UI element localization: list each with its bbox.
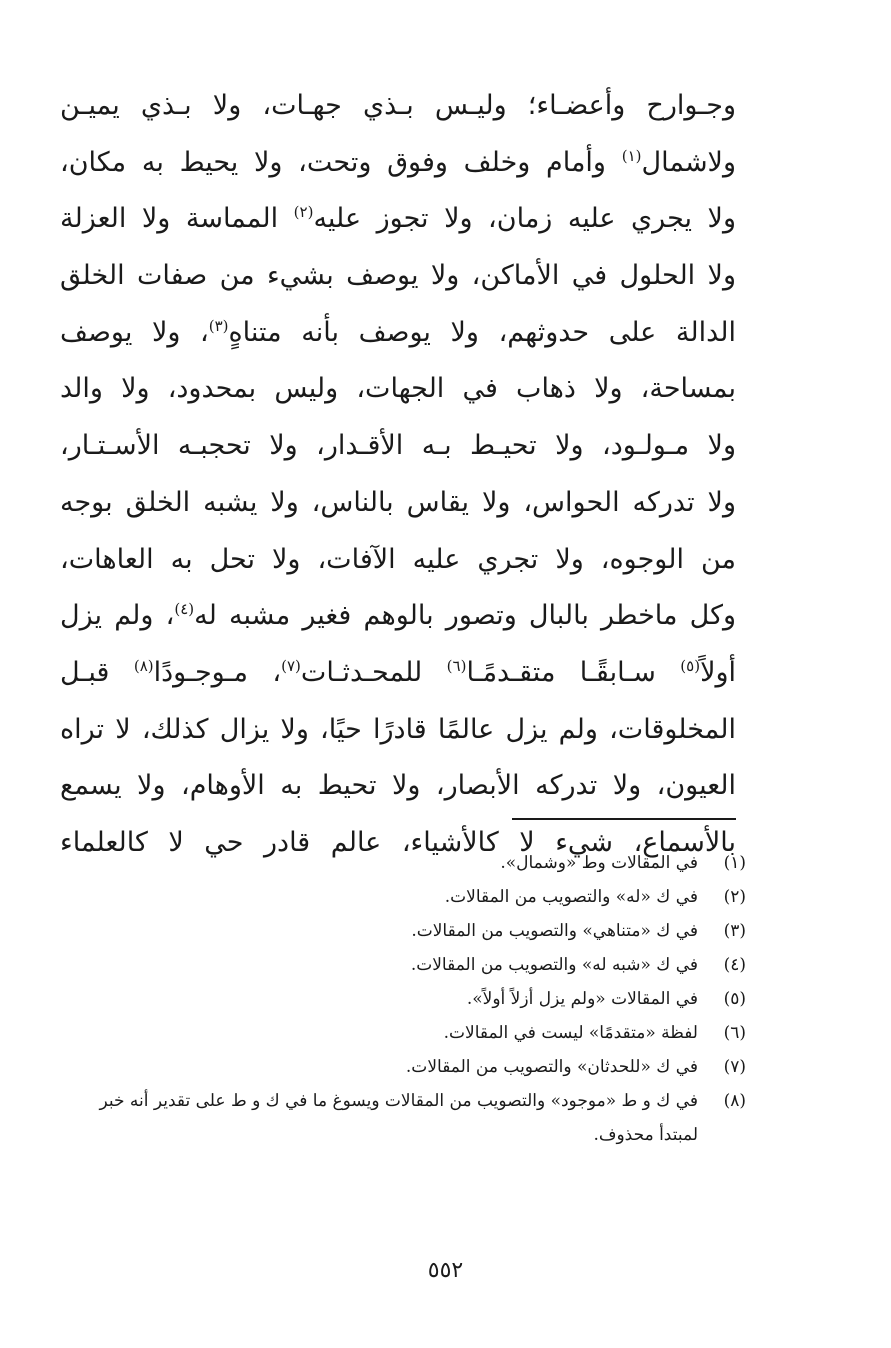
text-fragment: أولاً xyxy=(700,656,737,688)
footnote-item xyxy=(60,948,746,982)
text-fragment: ولاشمال xyxy=(641,146,736,178)
text-line: بمساحة، ولا ذهاب في الجهات، وليس بمحدود، ولا والد xyxy=(60,373,736,405)
footnote-text: في ك «للحدثان» والتصويب من المقالات. xyxy=(405,1057,698,1077)
text-fragment: ، مـوجـودًا xyxy=(153,656,282,688)
footnote-marker: (٨) xyxy=(133,656,154,675)
footnote-number: (٣) xyxy=(723,921,746,941)
footnote-text: في ك و ط «موجود» والتصويب من المقالات ويسوغ ما في ك و ط على تقدير أنه خبر لمبتدأ محذوف. xyxy=(99,1091,698,1145)
text-line: من الوجوه، ولا تجري عليه الآفات، ولا تحل به العاهات، xyxy=(60,543,736,575)
text-fragment: وأمام وخلف وفوق وتحت، ولا يحيط به مكان، xyxy=(60,146,606,178)
text-line xyxy=(60,645,736,702)
text-line: وجـوارح وأعضـاء؛ وليـس بـذي جهـات، ولا بـذي يميـن xyxy=(60,90,736,121)
text-fragment: قبـل xyxy=(60,656,110,688)
text-line: المخلوقات، ولم يزل عالمًا قادرًا حيًا، ولا يزال كذلك، لا تراه xyxy=(60,713,736,745)
footnote-text: في المقالات «ولم يزل أزلاً أولاً». xyxy=(466,989,698,1009)
text-line xyxy=(60,588,736,645)
main-text-body xyxy=(60,78,736,872)
footnote-item xyxy=(60,1084,746,1152)
text-line xyxy=(60,135,736,192)
footnote-item xyxy=(60,1050,746,1084)
footnote-marker: (٣) xyxy=(208,316,229,335)
text-fragment: الدالة على حدوثهم، ولا يوصف بأنه متناهٍ xyxy=(228,316,736,348)
footnote-marker: (٥) xyxy=(680,656,701,675)
footnote-text: في المقالات وط «وشمال». xyxy=(500,853,698,873)
text-fragment: ، ولم يزل xyxy=(60,600,175,632)
footnote-marker: (١) xyxy=(621,146,642,165)
footnote-marker: (٤) xyxy=(174,600,195,619)
footnote-number: (٧) xyxy=(723,1057,746,1077)
footnotes-list xyxy=(60,846,746,1152)
footnote-text: في ك «له» والتصويب من المقالات. xyxy=(444,887,698,907)
text-line xyxy=(60,305,736,362)
footnote-text: في ك «متناهي» والتصويب من المقالات. xyxy=(411,921,698,941)
footnote-text: في ك «شبه له» والتصويب من المقالات. xyxy=(410,955,698,975)
text-fragment: وكل ماخطر بالبال وتصور بالوهم فغير مشبه له xyxy=(194,600,736,632)
footnote-number: (١) xyxy=(723,853,746,873)
text-fragment: ، ولا يوصف xyxy=(60,316,209,348)
footnote-number: (٨) xyxy=(723,1091,746,1111)
footnote-number: (٢) xyxy=(723,887,746,907)
footnote-separator xyxy=(512,818,736,820)
text-line: بالأسماع، شيء لا كالأشياء، عالم قادر حي لا كالعلماء xyxy=(60,826,736,858)
text-line: ولا مـولـود، ولا تحيـط بـه الأقـدار، ولا تحجبـه الأسـتـار، xyxy=(60,430,736,462)
text-line xyxy=(60,191,736,248)
footnote-marker: (٢) xyxy=(293,203,314,222)
text-fragment: ولا يجري عليه زمان، ولا تجوز عليه xyxy=(313,203,736,235)
text-line: ولا الحلول في الأماكن، ولا يوصف بشيء من صفات الخلق xyxy=(60,260,736,292)
footnote-item xyxy=(60,982,746,1016)
footnote-number: (٦) xyxy=(723,1023,746,1043)
page-number: ٥٥٢ xyxy=(427,1258,464,1283)
text-line: العيون، ولا تدركه الأبصار، ولا تحيط به الأوهام، ولا يسمع xyxy=(60,770,736,802)
footnote-item xyxy=(60,846,746,880)
text-fragment: سـابقًـا متقـدمًـا xyxy=(466,656,656,688)
text-fragment: للمحـدثـات xyxy=(300,656,423,688)
footnote-number: (٤) xyxy=(723,955,746,975)
footnote-marker: (٦) xyxy=(446,656,467,675)
footnote-item xyxy=(60,880,746,914)
footnote-marker: (٧) xyxy=(281,656,301,675)
footnote-number: (٥) xyxy=(723,989,746,1009)
footnote-item xyxy=(60,1016,746,1050)
footnote-item xyxy=(60,914,746,948)
footnote-text: لفظة «متقدمًا» ليست في المقالات. xyxy=(443,1023,698,1043)
text-line: ولا تدركه الحواس، ولا يقاس بالناس، ولا يشبه الخلق بوجه xyxy=(60,486,736,518)
text-fragment: المماسة ولا العزلة xyxy=(60,203,279,235)
